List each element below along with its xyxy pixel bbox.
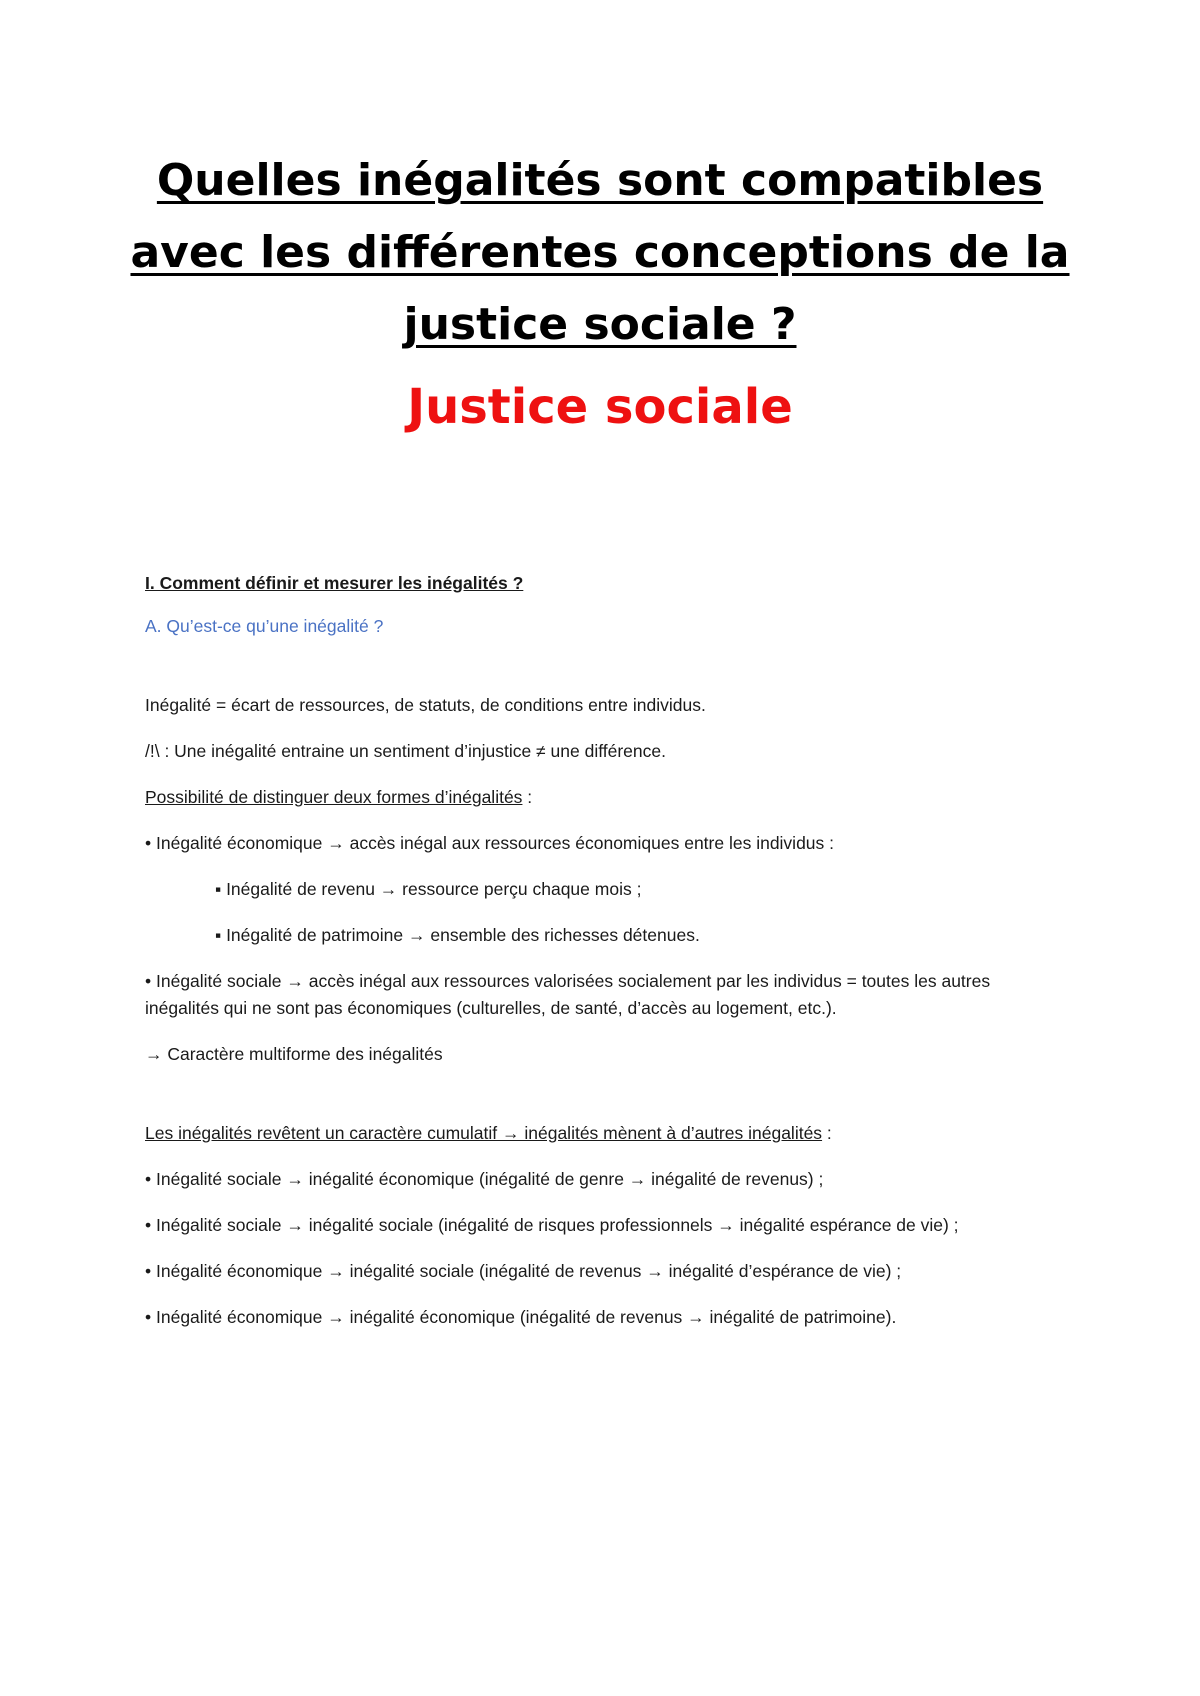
title-line-2: avec les différentes conceptions de la [130,227,1070,278]
document-body [145,570,1065,1331]
list-item: • Inégalité sociale → inégalité sociale (inégalité de risques professionnels → inégalité espérance de vie) ; [145,1215,959,1235]
subsection-heading: A. Qu’est-ce qu’une inégalité ? [145,616,384,636]
sub-bullet-wealth: ▪ Inégalité de patrimoine → ensemble des richesses détenues. [215,925,700,945]
multiform-note: → Caractère multiforme des inégalités [145,1044,443,1064]
bullet-social: • Inégalité sociale → accès inégal aux ressources valorisées socialement par les individus = toutes les autres inégalités qui ne sont pas économiques (culturelles, de santé, d’accès au logement, etc.). [145,971,991,1018]
title-line-3: justice sociale ? [403,299,797,350]
sub-bullet-income: ▪ Inégalité de revenu → ressource perçu chaque mois ; [215,879,642,899]
forms-intro [145,784,1065,811]
cumulative-intro [145,1120,1065,1147]
forms-intro-label: Possibilité de distinguer deux formes d’inégalités [145,787,523,807]
definition-text: Inégalité = écart de ressources, de statuts, de conditions entre individus. [145,695,706,715]
section-heading: I. Comment définir et mesurer les inégalités ? [145,573,524,593]
list-item: • Inégalité sociale → inégalité économique (inégalité de genre → inégalité de revenus) ; [145,1169,824,1189]
title-line-1: Quelles inégalités sont compatibles [156,155,1044,206]
list-item: • Inégalité économique → inégalité sociale (inégalité de revenus → inégalité d’espérance de vie) ; [145,1261,902,1281]
title-block [100,145,1100,439]
cumulative-intro-suffix: : [822,1123,832,1143]
page-title [100,145,1100,361]
bullet-economic: • Inégalité économique → accès inégal aux ressources économiques entre les individus : [145,833,835,853]
subtitle: Justice sociale [407,379,793,435]
forms-intro-suffix: : [522,787,533,807]
warning-text: /!\ : Une inégalité entraine un sentiment d’injustice ≠ une différence. [145,741,666,761]
cumulative-intro-label: Les inégalités revêtent un caractère cumulatif → inégalités mènent à d’autres inégalités [145,1123,823,1143]
list-item: • Inégalité économique → inégalité économique (inégalité de revenus → inégalité de patrimoine). [145,1307,897,1327]
